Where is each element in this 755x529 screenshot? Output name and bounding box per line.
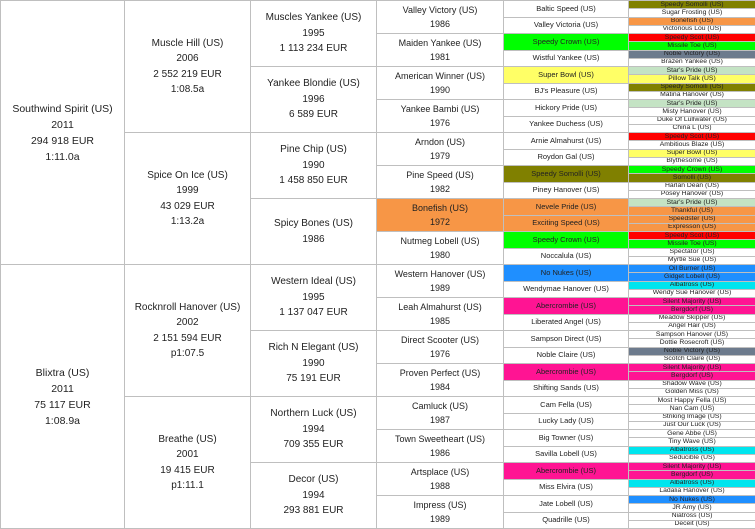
pedigree-cell-gen5: [503, 0, 629, 18]
pedigree-cell-gen5: [503, 182, 629, 200]
horse-name: Spectator (US): [670, 248, 715, 256]
horse-detail: 1985: [430, 314, 450, 328]
horse-name: Gene Abbe (US): [667, 430, 717, 438]
horse-detail: 1986: [302, 232, 324, 248]
horse-name: Blixtra (US): [36, 365, 90, 381]
horse-name: Wendymae Hanover (US): [523, 283, 609, 295]
horse-detail: p1:11.1: [171, 478, 204, 494]
horse-name: Blythesome (US): [666, 157, 717, 165]
horse-detail: 2011: [51, 381, 74, 397]
horse-name: Speedy Scot (US): [665, 133, 719, 141]
horse-name: Star's Pride (US): [667, 199, 718, 207]
horse-detail: 1990: [302, 356, 324, 372]
horse-name: Star's Pride (US): [667, 100, 718, 108]
horse-detail: 6 589 EUR: [289, 107, 338, 123]
horse-detail: 2 552 219 EUR: [153, 67, 221, 83]
pedigree-cell-gen3: [250, 0, 377, 67]
horse-name: Star's Pride (US): [667, 67, 718, 75]
horse-detail: 1994: [302, 422, 324, 438]
pedigree-cell-gen5: [503, 380, 629, 398]
horse-name: Savilla Lobell (US): [535, 448, 597, 460]
pedigree-cell-gen2: [124, 264, 251, 397]
horse-name: Just Our Luck (US): [663, 421, 721, 429]
pedigree-cell-gen4: [376, 132, 504, 166]
pedigree-cell-gen4: [376, 0, 504, 34]
horse-name: Arndon (US): [415, 135, 465, 149]
horse-detail: 294 918 EUR: [31, 133, 94, 149]
horse-detail: 1994: [302, 488, 324, 504]
horse-name: Nevele Pride (US): [536, 201, 596, 213]
horse-name: Breathe (US): [158, 432, 216, 448]
horse-detail: 43 029 EUR: [160, 199, 214, 215]
horse-name: Spicy Bones (US): [274, 216, 353, 232]
horse-name: Speedy Scot (US): [665, 34, 719, 42]
horse-name: Artsplace (US): [411, 465, 470, 479]
horse-name: Sugar Frosting (US): [662, 9, 722, 17]
pedigree-cell-gen5: [503, 66, 629, 84]
horse-name: No Nukes (US): [669, 496, 715, 504]
horse-name: Speedy Crown (US): [533, 234, 600, 246]
horse-detail: 2002: [176, 315, 198, 331]
horse-name: Silent Majority (US): [663, 364, 722, 372]
horse-name: Pillow Talk (US): [668, 75, 715, 83]
horse-name: Impress (US): [413, 498, 466, 512]
horse-name: Oil Burner (US): [669, 265, 715, 273]
horse-detail: 1995: [302, 290, 324, 306]
horse-name: Speedy Crown (US): [662, 166, 722, 174]
pedigree-cell-gen5: [503, 198, 629, 216]
horse-name: Hickory Pride (US): [535, 102, 597, 114]
horse-name: Noccalula (US): [541, 250, 591, 262]
horse-name: Quadrille (US): [542, 514, 590, 526]
horse-detail: 1:11.0a: [45, 149, 79, 165]
horse-name: Bergdorf (US): [671, 372, 713, 380]
pedigree-cell-gen1: [0, 0, 125, 265]
pedigree-cell-gen5: [503, 264, 629, 282]
pedigree-cell-gen4: [376, 330, 504, 364]
pedigree-cell-gen5: [503, 149, 629, 167]
horse-name: Silent Majority (US): [663, 298, 722, 306]
horse-name: Ambitious Blaze (US): [660, 141, 725, 149]
horse-name: Misty Hanover (US): [662, 108, 721, 116]
horse-name: Abercrombie (US): [536, 465, 596, 477]
horse-detail: 1987: [430, 413, 450, 427]
horse-name: Super Bowl (US): [667, 149, 718, 157]
horse-name: Gidget Lobell (US): [664, 273, 720, 281]
horse-name: Bonefish (US): [412, 201, 468, 215]
horse-detail: 1986: [430, 17, 450, 31]
horse-detail: 1 113 234 EUR: [280, 41, 348, 57]
horse-detail: 709 355 EUR: [283, 437, 343, 453]
horse-detail: 1999: [176, 183, 198, 199]
horse-name: Pine Chip (US): [280, 142, 347, 158]
horse-name: Yankee Duchess (US): [529, 118, 603, 130]
pedigree-cell-gen3: [250, 462, 377, 529]
horse-detail: 1982: [430, 182, 450, 196]
horse-name: Albatross (US): [670, 281, 714, 289]
horse-name: Expresson (US): [668, 223, 716, 231]
pedigree-cell-gen5: [503, 446, 629, 464]
pedigree-cell-gen5: [503, 297, 629, 315]
horse-detail: 1990: [430, 83, 450, 97]
horse-name: Proven Perfect (US): [400, 366, 481, 380]
horse-detail: 293 881 EUR: [283, 503, 343, 519]
horse-name: Baltic Speed (US): [536, 3, 596, 15]
pedigree-cell-gen4: [376, 33, 504, 67]
pedigree-cell-gen4: [376, 99, 504, 133]
horse-detail: p1:07.5: [171, 346, 204, 362]
horse-name: Deceit (US): [674, 520, 709, 528]
pedigree-cell-gen5: [503, 495, 629, 513]
pedigree-cell-gen1: [0, 264, 125, 529]
pedigree-cell-gen4: [376, 363, 504, 397]
horse-detail: 2011: [51, 117, 74, 133]
horse-name: Yankee Blondie (US): [267, 76, 360, 92]
horse-detail: 2006: [176, 51, 198, 67]
horse-name: Leah Almahurst (US): [398, 300, 482, 314]
pedigree-cell-gen3: [250, 264, 377, 331]
horse-detail: 1981: [430, 50, 450, 64]
horse-name: Spice On Ice (US): [147, 168, 228, 184]
pedigree-cell-gen5: [503, 215, 629, 233]
horse-name: Harlan Dean (US): [665, 182, 719, 190]
horse-name: Missile Toe (US): [667, 240, 716, 248]
horse-name: Southwind Spirit (US): [12, 101, 112, 117]
horse-name: China L (US): [672, 124, 711, 132]
horse-name: Yankee Bambi (US): [401, 102, 480, 116]
pedigree-cell-gen2: [124, 396, 251, 529]
pedigree-cell-gen4: [376, 297, 504, 331]
horse-name: Speedy Somolli (US): [660, 1, 723, 9]
horse-name: Ladalia Hanover (US): [659, 487, 724, 495]
pedigree-cell-gen5: [503, 132, 629, 150]
horse-name: Niatross (US): [672, 512, 713, 520]
horse-detail: 1980: [430, 248, 450, 262]
horse-name: Albatross (US): [670, 479, 714, 487]
horse-name: Maiden Yankee (US): [399, 36, 482, 50]
horse-name: Valley Victory (US): [403, 3, 478, 17]
horse-name: Missile Toe (US): [667, 42, 716, 50]
horse-name: Noble Claire (US): [537, 349, 596, 361]
horse-name: Cam Fella (US): [540, 399, 592, 411]
horse-name: Posey Hanover (US): [661, 190, 723, 198]
pedigree-cell-gen5: [503, 347, 629, 365]
horse-detail: 1 458 850 EUR: [279, 173, 347, 189]
pedigree-cell-gen5: [503, 165, 629, 183]
pedigree-cell-gen5: [503, 99, 629, 117]
horse-name: Noble Victory (US): [664, 50, 720, 58]
horse-name: Dottie Rosecroft (US): [660, 339, 725, 347]
horse-detail: 1972: [430, 215, 450, 229]
pedigree-cell-gen5: [503, 363, 629, 381]
horse-detail: 1:08.9a: [45, 413, 80, 429]
horse-detail: 1989: [430, 281, 450, 295]
pedigree-cell-gen5: [503, 281, 629, 299]
horse-name: Valley Victoria (US): [534, 19, 598, 31]
horse-name: Somolli (US): [673, 174, 711, 182]
horse-name: Muscle Hill (US): [152, 36, 224, 52]
horse-name: Speedy Somolli (US): [660, 83, 723, 91]
horse-detail: 75 191 EUR: [286, 371, 340, 387]
horse-name: Tiny Wave (US): [668, 438, 715, 446]
horse-name: Camluck (US): [412, 399, 468, 413]
pedigree-cell-gen2: [124, 132, 251, 265]
pedigree-cell-gen5: [503, 50, 629, 68]
horse-name: Town Sweetheart (US): [395, 432, 485, 446]
horse-detail: 1:13.2a: [171, 214, 204, 230]
horse-name: Jate Lobell (US): [539, 498, 593, 510]
horse-detail: 1979: [430, 149, 450, 163]
horse-name: Duke Of Lullwater (US): [657, 116, 727, 124]
horse-name: Northern Luck (US): [270, 406, 356, 422]
horse-name: Seducible (US): [669, 454, 715, 462]
pedigree-cell-gen5: [503, 512, 629, 529]
horse-name: Muscles Yankee (US): [266, 10, 362, 26]
pedigree-cell-gen5: [503, 413, 629, 431]
horse-name: Western Hanover (US): [395, 267, 486, 281]
horse-name: Nutmeg Lobell (US): [400, 234, 479, 248]
pedigree-cell-gen5: [503, 330, 629, 348]
horse-name: Rich N Elegant (US): [268, 340, 358, 356]
pedigree-cell-gen4: [376, 231, 504, 265]
horse-name: American Winner (US): [395, 69, 485, 83]
pedigree-cell-gen3: [250, 396, 377, 463]
horse-name: BJ's Pleasure (US): [534, 85, 597, 97]
horse-name: Nan Cam (US): [670, 405, 715, 413]
horse-name: Angel Hair (US): [668, 322, 716, 330]
horse-detail: 1976: [430, 347, 450, 361]
horse-detail: 1976: [430, 116, 450, 130]
pedigree-cell-gen5: [503, 33, 629, 51]
horse-name: Bergdorf (US): [671, 471, 713, 479]
pedigree-cell-gen5: [503, 116, 629, 134]
horse-detail: 1996: [302, 92, 324, 108]
horse-name: Bonefish (US): [671, 17, 713, 25]
horse-name: Piney Hanover (US): [533, 184, 600, 196]
horse-name: Abercrombie (US): [536, 300, 596, 312]
horse-name: Super Bowl (US): [538, 69, 594, 81]
pedigree-cell-gen5: [503, 83, 629, 101]
horse-detail: 1989: [430, 512, 450, 526]
horse-detail: 19 415 EUR: [160, 463, 214, 479]
pedigree-cell-gen4: [376, 264, 504, 298]
horse-detail: 1988: [430, 479, 450, 493]
horse-name: Miss Elvira (US): [539, 481, 593, 493]
horse-name: Shifting Sands (US): [533, 382, 599, 394]
horse-name: Pine Speed (US): [406, 168, 474, 182]
horse-detail: 1986: [430, 446, 450, 460]
pedigree-cell-gen4: [376, 462, 504, 496]
horse-name: Sampson Direct (US): [531, 333, 602, 345]
pedigree-cell-gen3: [250, 198, 377, 265]
horse-name: Striking Image (US): [662, 413, 721, 421]
horse-name: No Nukes (US): [541, 267, 591, 279]
pedigree-cell-gen4: [376, 495, 504, 529]
horse-name: Scotch Claire (US): [664, 355, 720, 363]
pedigree-cell-gen5: [503, 479, 629, 497]
horse-name: Noble Victory (US): [664, 347, 720, 355]
pedigree-cell-gen5: [503, 17, 629, 35]
horse-name: Arnie Almahurst (US): [531, 135, 601, 147]
pedigree-cell-gen4: [376, 396, 504, 430]
horse-detail: 2 151 594 EUR: [153, 331, 221, 347]
horse-name: Silent Majority (US): [663, 463, 722, 471]
pedigree-cell-gen5: [503, 462, 629, 480]
horse-name: Victorious Lou (US): [663, 25, 722, 33]
pedigree-cell-gen3: [250, 330, 377, 397]
horse-detail: 1:08.5a: [171, 82, 204, 98]
horse-name: Matina Hanover (US): [660, 91, 724, 99]
horse-name: Roydon Gal (US): [537, 151, 594, 163]
pedigree-cell-gen4: [376, 429, 504, 463]
horse-name: Brazen Yankee (US): [661, 58, 723, 66]
horse-name: Exciting Speed (US): [532, 217, 600, 229]
horse-name: Sampson Hanover (US): [656, 331, 728, 339]
pedigree-cell-gen4: [376, 165, 504, 199]
horse-name: Meadow Skipper (US): [659, 314, 725, 322]
pedigree-cell-gen5: [503, 231, 629, 249]
horse-detail: 1984: [430, 380, 450, 394]
pedigree-cell-gen5: [503, 248, 629, 266]
horse-name: Decor (US): [288, 472, 338, 488]
horse-name: Speedster (US): [669, 215, 716, 223]
pedigree-cell-gen4: [376, 66, 504, 100]
horse-name: Speedy Scot (US): [665, 232, 719, 240]
horse-name: Shadow Wave (US): [662, 380, 721, 388]
horse-name: Wendy Sue Hanover (US): [653, 289, 731, 297]
horse-name: Most Happy Fella (US): [658, 397, 727, 405]
horse-name: Wistful Yankee (US): [533, 52, 600, 64]
pedigree-cell-gen5: [503, 396, 629, 414]
horse-detail: 1990: [302, 158, 324, 174]
horse-detail: 1995: [302, 26, 324, 42]
pedigree-cell-gen3: [250, 132, 377, 199]
pedigree-cell-gen3: [250, 66, 377, 133]
horse-detail: 2001: [176, 447, 198, 463]
horse-name: Speedy Somolli (US): [531, 168, 601, 180]
horse-detail: 1 137 047 EUR: [279, 305, 347, 321]
horse-name: Golden Miss (US): [665, 388, 719, 396]
pedigree-cell-gen2: [124, 0, 251, 133]
horse-name: Direct Scooter (US): [401, 333, 479, 347]
horse-name: Big Towner (US): [539, 432, 593, 444]
horse-name: Rocknroll Hanover (US): [135, 300, 241, 316]
horse-name: Liberated Angel (US): [531, 316, 601, 328]
pedigree-cell-gen5: [503, 429, 629, 447]
horse-name: Lucky Lady (US): [538, 415, 593, 427]
horse-name: Abercrombie (US): [536, 366, 596, 378]
pedigree-cell-gen4: [376, 198, 504, 232]
horse-name: Bergdorf (US): [671, 306, 713, 314]
horse-name: Myrtle Sue (US): [668, 256, 716, 264]
horse-name: Thankful (US): [671, 207, 713, 215]
horse-name: Western Ideal (US): [271, 274, 356, 290]
horse-name: Albatross (US): [670, 446, 714, 454]
horse-detail: 75 117 EUR: [34, 397, 90, 413]
horse-name: JR Amy (US): [672, 504, 711, 512]
horse-name: Speedy Crown (US): [533, 36, 600, 48]
pedigree-cell-gen5: [503, 314, 629, 332]
